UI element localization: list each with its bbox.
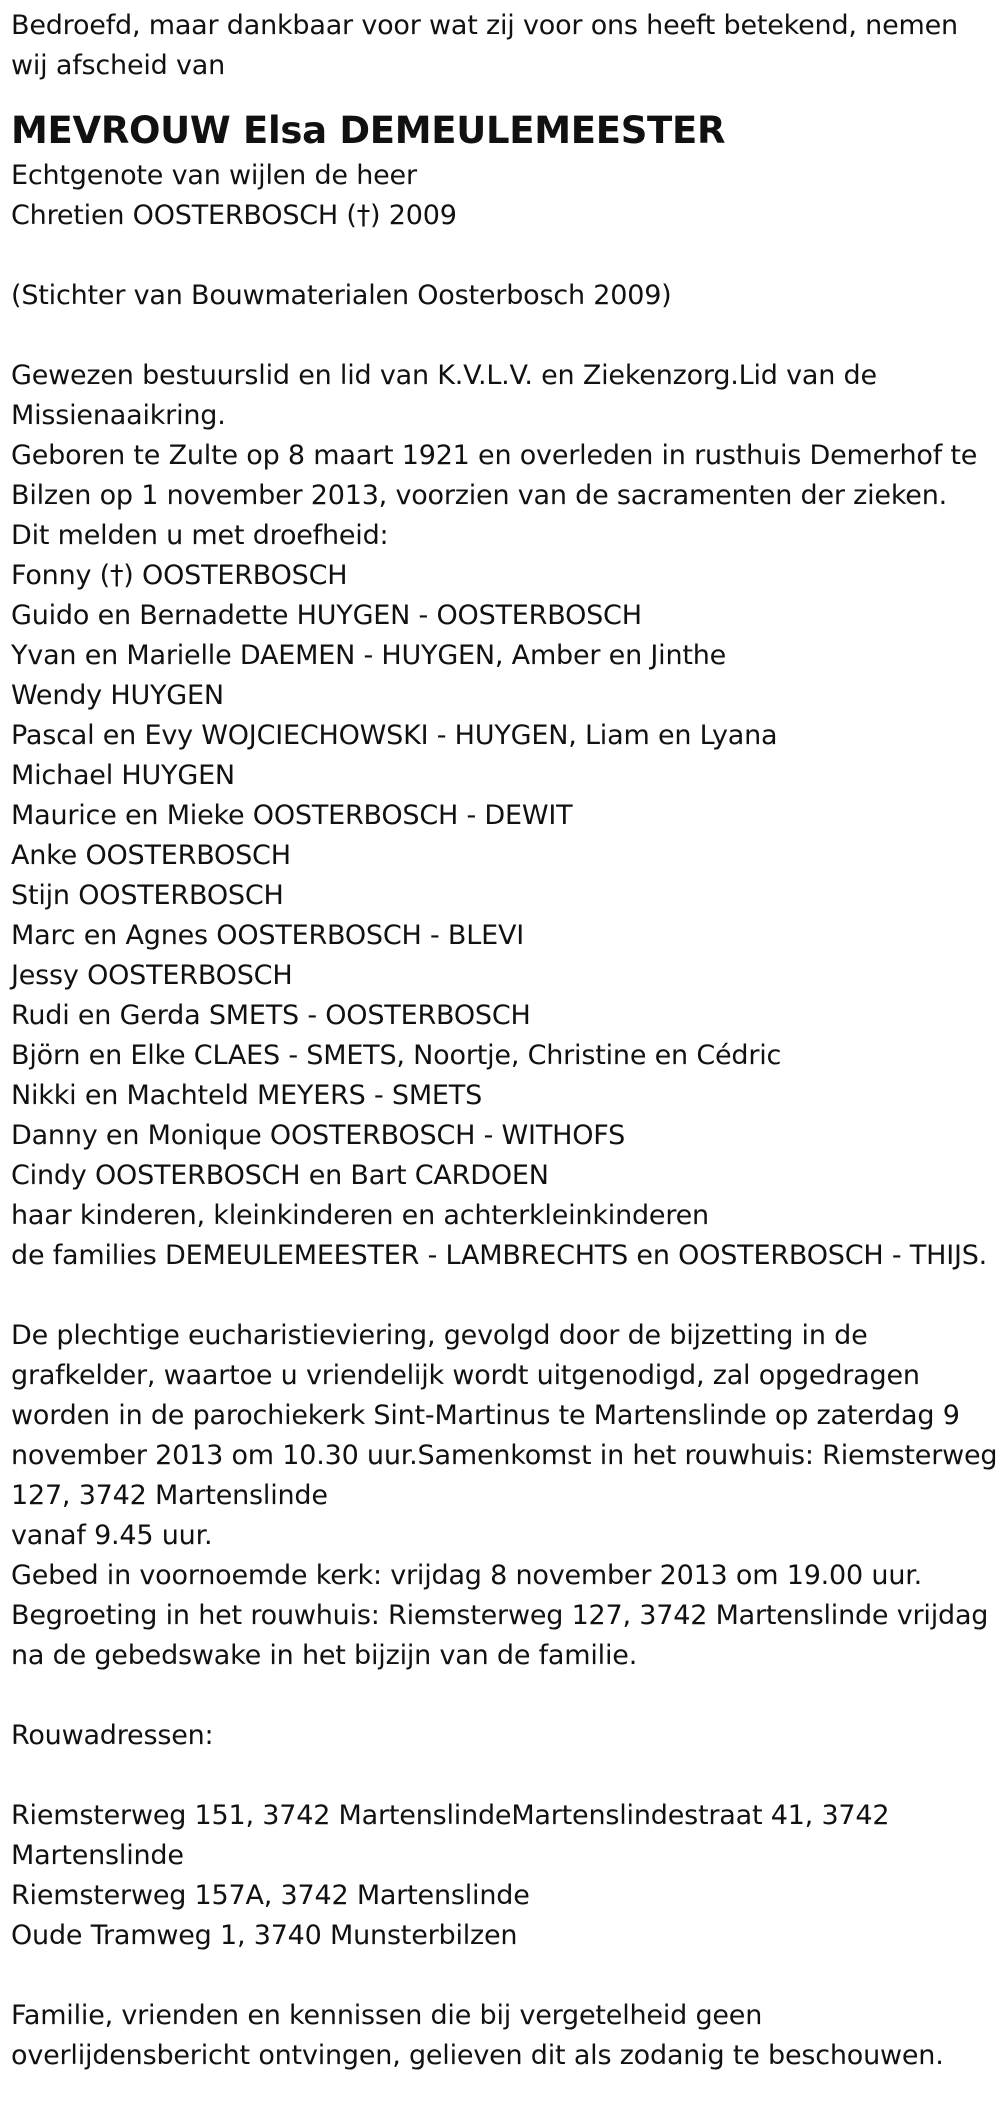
closing-line: Familie, vrienden en kennissen die bij vergetelheid geen [11,2000,763,2031]
deceased-name: MEVROUW Elsa DEMEULEMEESTER [11,109,726,152]
family-member: Yvan en Marielle DAEMEN - HUYGEN, Amber en Jinthe [11,640,727,671]
addresses-heading: Rouwadressen: [11,1720,214,1751]
family-member: Björn en Elke CLAES - SMETS, Noortje, Christine en Cédric [11,1040,782,1071]
family-member: Danny en Monique OOSTERBOSCH - WITHOFS [11,1120,626,1151]
address-line: Martenslinde [11,1840,184,1871]
closing-line: overlijdensbericht ontvingen, gelieven dit als zodanig te beschouwen. [11,2040,944,2071]
ceremony-line: grafkelder, waartoe u vriendelijk wordt uitgenodigd, zal opgedragen [11,1360,920,1391]
family-member: haar kinderen, kleinkinderen en achterkleinkinderen [11,1200,709,1231]
biography-line: Missienaaikring. [11,400,226,431]
intro-line: Bedroefd, maar dankbaar voor wat zij voor ons heeft betekend, nemen [11,10,958,41]
ceremony-line: worden in de parochiekerk Sint-Martinus te Martenslinde op zaterdag 9 [11,1400,960,1431]
intro-line: wij afscheid van [11,50,226,81]
ceremony-line: 127, 3742 Martenslinde [11,1480,328,1511]
ceremony-details [11,1316,1000,1676]
spacer [11,236,1000,276]
spacer [11,1276,1000,1316]
closing-note [11,1996,1000,2076]
biography [11,356,1000,556]
family-member: Fonny (†) OOSTERBOSCH [11,560,348,591]
ceremony-line: november 2013 om 10.30 uur.Samenkomst in het rouwhuis: Riemsterweg [11,1440,998,1471]
ceremony-line: Begroeting in het rouwhuis: Riemsterweg 127, 3742 Martenslinde vrijdag [11,1600,989,1631]
biography-line: Gewezen bestuurslid en lid van K.V.L.V. en Ziekenzorg.Lid van de [11,360,877,391]
family-member: Pascal en Evy WOJCIECHOWSKI - HUYGEN, Liam en Lyana [11,720,778,751]
family-member: Jessy OOSTERBOSCH [11,960,293,991]
family-list [11,556,1000,1276]
biography-line: Dit melden u met droefheid: [11,520,389,551]
ceremony-line: vanaf 9.45 uur. [11,1520,213,1551]
spouse-line: Echtgenote van wijlen de heer [11,160,417,191]
family-member: Anke OOSTERBOSCH [11,840,291,871]
family-member: Maurice en Mieke OOSTERBOSCH - DEWIT [11,800,573,831]
family-member: Cindy OOSTERBOSCH en Bart CARDOEN [11,1160,549,1191]
family-member: Wendy HUYGEN [11,680,224,711]
family-member: Nikki en Machteld MEYERS - SMETS [11,1080,483,1111]
founder-note: (Stichter van Bouwmaterialen Oosterbosch 2009) [11,280,672,311]
family-member: Marc en Agnes OOSTERBOSCH - BLEVI [11,920,524,951]
ceremony-line: na de gebedswake in het bijzijn van de familie. [11,1640,638,1671]
spouse-info [11,156,1000,236]
family-member: Rudi en Gerda SMETS - OOSTERBOSCH [11,1000,531,1031]
spouse-line: Chretien OOSTERBOSCH (†) 2009 [11,200,457,231]
biography-line: Bilzen op 1 november 2013, voorzien van de sacramenten der zieken. [11,480,948,511]
biography-line: Geboren te Zulte op 8 maart 1921 en overleden in rusthuis Demerhof te [11,440,978,471]
spacer [11,1756,1000,1796]
address-line: Oude Tramweg 1, 3740 Munsterbilzen [11,1920,518,1951]
spacer [11,316,1000,356]
address-line: Riemsterweg 151, 3742 MartenslindeMartenslindestraat 41, 3742 [11,1800,890,1831]
family-member: Michael HUYGEN [11,760,235,791]
family-member: de families DEMEULEMEESTER - LAMBRECHTS en OOSTERBOSCH - THIJS. [11,1240,988,1271]
address-line: Riemsterweg 157A, 3742 Martenslinde [11,1880,530,1911]
ceremony-line: Gebed in voornoemde kerk: vrijdag 8 november 2013 om 19.00 uur. [11,1560,923,1591]
family-member: Guido en Bernadette HUYGEN - OOSTERBOSCH [11,600,642,631]
intro-text [11,6,1000,86]
spacer [11,1676,1000,1716]
mourning-addresses [11,1796,1000,1956]
ceremony-line: De plechtige eucharistieviering, gevolgd door de bijzetting in de [11,1320,868,1351]
spacer [11,1956,1000,1996]
family-member: Stijn OOSTERBOSCH [11,880,284,911]
